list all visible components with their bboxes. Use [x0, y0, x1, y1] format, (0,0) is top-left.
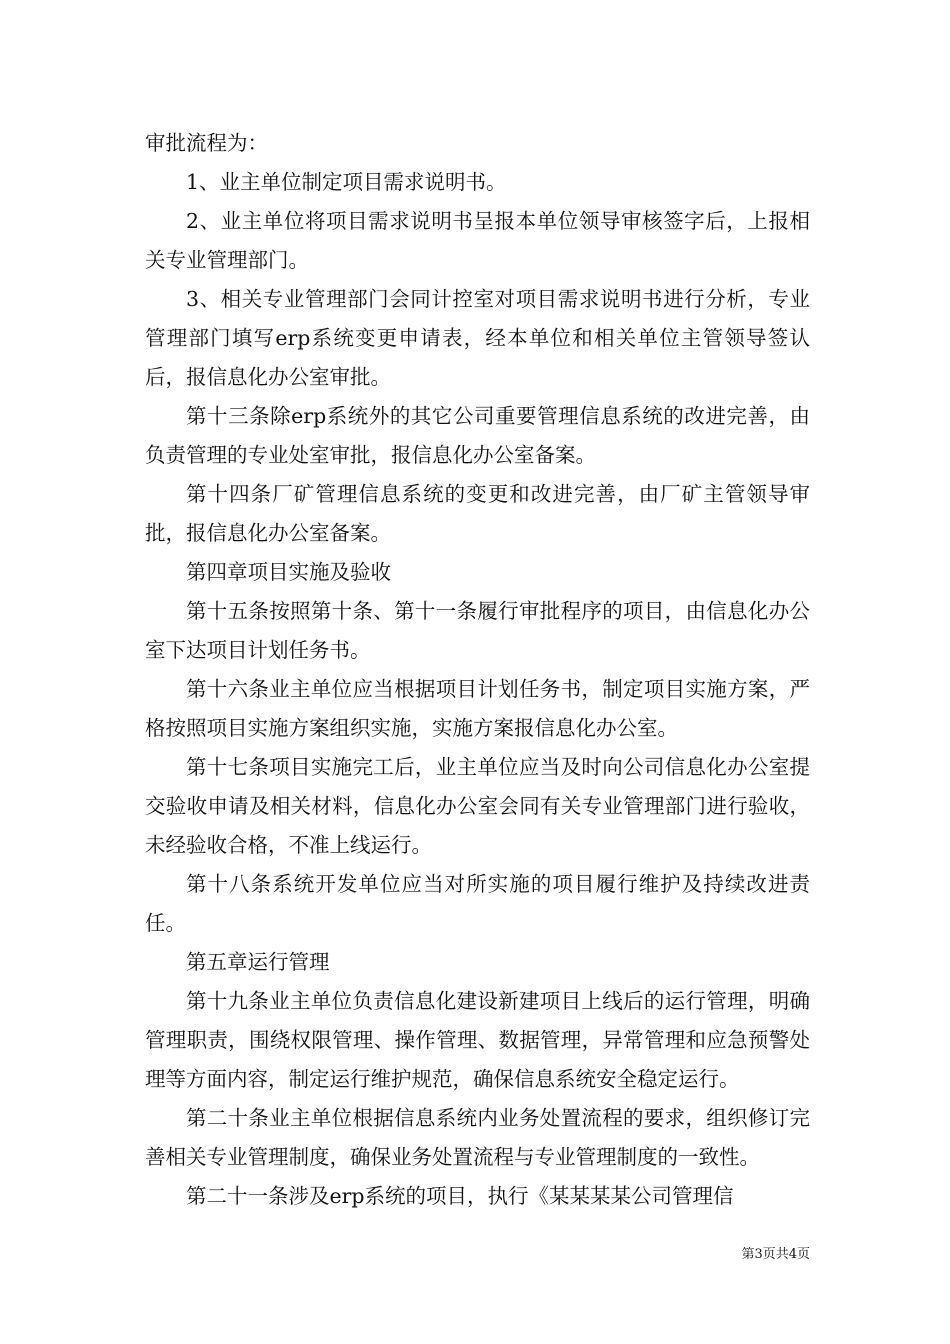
paragraph-article-16: 第十六条业主单位应当根据项目计划任务书，制定项目实施方案，严格按照项目实施方案组织实施，实施方案报信息化办公室。 — [145, 677, 810, 740]
paragraph-step-3: 3、相关专业管理部门会同计控室对项目需求说明书进行分析，专业管理部门填写erp系统变更申请表，经本单位和相关单位主管领导签认后，报信息化办公室审批。 — [145, 287, 810, 389]
paragraph-article-19: 第十九条业主单位负责信息化建设新建项目上线后的运行管理，明确管理职责，围绕权限管理、操作管理、数据管理，异常管理和应急预警处理等方面内容，制定运行维护规范，确保信息系统安全稳定运行。 — [145, 989, 810, 1091]
chapter-4-heading: 第四章项目实施及验收 — [186, 560, 391, 584]
paragraph-article-20: 第二十条业主单位根据信息系统内业务处置流程的要求，组织修订完善相关专业管理制度，确保业务处置流程与专业管理制度的一致性。 — [145, 1106, 810, 1169]
paragraph-article-18: 第十八条系统开发单位应当对所实施的项目履行维护及持续改进责任。 — [145, 872, 810, 935]
paragraph-article-17: 第十七条项目实施完工后，业主单位应当及时向公司信息化办公室提交验收申请及相关材料，信息化办公室会同有关专业管理部门进行验收，未经验收合格，不准上线运行。 — [145, 755, 810, 857]
document-body — [145, 124, 810, 1216]
chapter-5-heading: 第五章运行管理 — [186, 950, 330, 974]
paragraph-article-14: 第十四条厂矿管理信息系统的变更和改进完善，由厂矿主管领导审批，报信息化办公室备案。 — [145, 482, 810, 545]
paragraph-step-1: 1、业主单位制定项目需求说明书。 — [186, 170, 507, 194]
paragraph-step-2: 2、业主单位将项目需求说明书呈报本单位领导审核签字后，上报相关专业管理部门。 — [145, 209, 810, 272]
paragraph-article-13: 第十三条除erp系统外的其它公司重要管理信息系统的改进完善，由负责管理的专业处室审批，报信息化办公室备案。 — [145, 404, 810, 467]
page-number: 第3页共4页 — [741, 1247, 810, 1262]
paragraph-article-21: 第二十一条涉及erp系统的项目，执行《某某某某公司管理信 — [186, 1184, 734, 1208]
paragraph-article-15: 第十五条按照第十条、第十一条履行审批程序的项目，由信息化办公室下达项目计划任务书。 — [145, 599, 810, 662]
paragraph-approval-process: 审批流程为： — [145, 131, 268, 155]
